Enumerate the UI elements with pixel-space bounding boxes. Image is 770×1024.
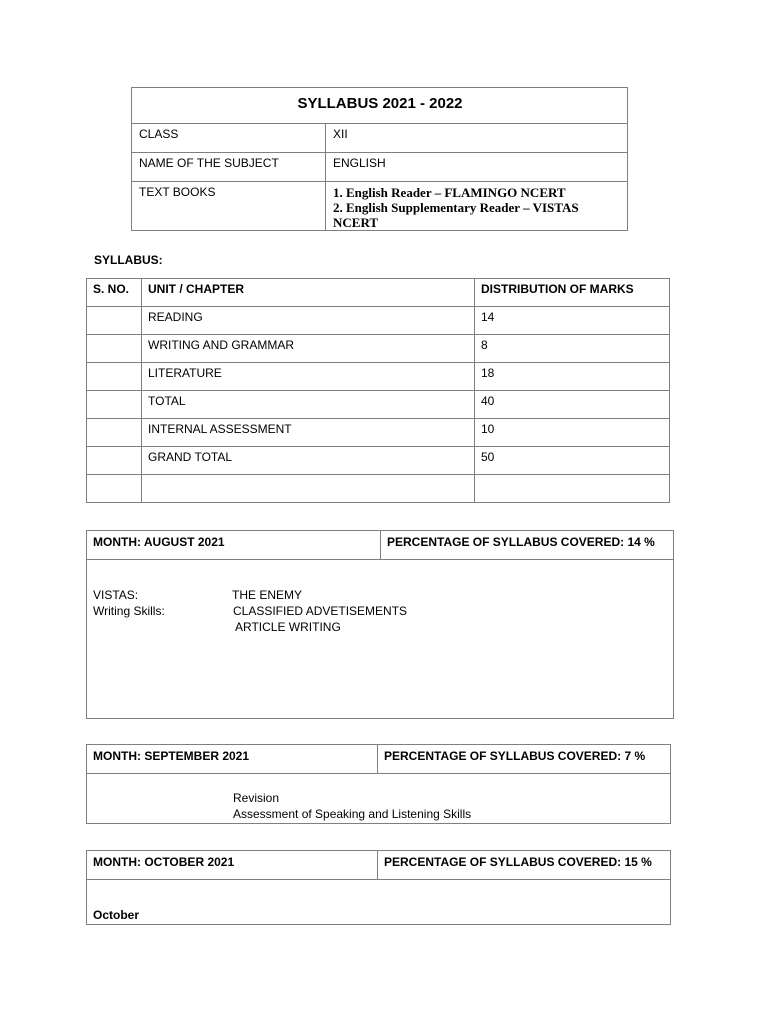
- subject-value: ENGLISH: [326, 153, 628, 182]
- vistas-value: THE ENEMY: [232, 588, 303, 602]
- coverage-label: PERCENTAGE OF SYLLABUS COVERED: 7 %: [384, 749, 646, 763]
- subject-label: NAME OF THE SUBJECT: [132, 153, 326, 182]
- month-label: MONTH: OCTOBER 2021: [93, 855, 235, 869]
- vistas-label: VISTAS:: [93, 588, 139, 602]
- marks-cell: 8: [475, 335, 670, 363]
- marks-cell: 14: [475, 307, 670, 335]
- sno-cell: [87, 335, 142, 363]
- writing-skills-label: Writing Skills:: [93, 604, 165, 618]
- unit-cell: [142, 475, 475, 503]
- table-header-row: [87, 279, 670, 307]
- column-header-marks: DISTRIBUTION OF MARKS: [475, 279, 670, 307]
- unit-cell: TOTAL: [142, 391, 475, 419]
- sno-cell: [87, 363, 142, 391]
- month-label: MONTH: AUGUST 2021: [93, 535, 225, 549]
- month-header: [87, 531, 673, 560]
- table-row: [87, 335, 670, 363]
- header-table: [131, 87, 628, 231]
- marks-cell: 10: [475, 419, 670, 447]
- writing-skill-item: ARTICLE WRITING: [235, 620, 341, 634]
- marks-cell: 18: [475, 363, 670, 391]
- october-footer: October: [93, 908, 140, 922]
- table-row: [87, 447, 670, 475]
- unit-cell: INTERNAL ASSESSMENT: [142, 419, 475, 447]
- document-title: SYLLABUS 2021 - 2022: [132, 88, 628, 124]
- unit-cell: WRITING AND GRAMMAR: [142, 335, 475, 363]
- textbook-line: 1. English Reader – FLAMINGO NCERT: [333, 185, 566, 200]
- header-divider: [377, 851, 378, 879]
- header-divider: [380, 531, 381, 559]
- month-box-september: [86, 744, 671, 824]
- marks-cell: [475, 475, 670, 503]
- marks-cell: 50: [475, 447, 670, 475]
- september-line: Assessment of Speaking and Listening Skills: [233, 807, 472, 821]
- table-row: [87, 307, 670, 335]
- sno-cell: [87, 475, 142, 503]
- marks-cell: 40: [475, 391, 670, 419]
- sno-cell: [87, 447, 142, 475]
- sno-cell: [87, 307, 142, 335]
- textbook-line: 2. English Supplementary Reader – VISTAS: [333, 200, 579, 215]
- month-header: [87, 745, 670, 774]
- month-box-october: [86, 850, 671, 925]
- column-header-unit: UNIT / CHAPTER: [142, 279, 475, 307]
- column-header-sno: S. NO.: [87, 279, 142, 307]
- coverage-label: PERCENTAGE OF SYLLABUS COVERED: 14 %: [387, 535, 655, 549]
- writing-skill-item: CLASSIFIED ADVETISEMENTS: [233, 604, 408, 618]
- sno-cell: [87, 391, 142, 419]
- textbook-line: NCERT: [333, 215, 379, 230]
- coverage-label: PERCENTAGE OF SYLLABUS COVERED: 15 %: [384, 855, 652, 869]
- table-row: [87, 475, 670, 503]
- month-box-august: [86, 530, 674, 719]
- month-header: [87, 851, 670, 880]
- table-row: [87, 363, 670, 391]
- september-line: Revision: [233, 791, 280, 805]
- textbooks-value: [326, 182, 628, 231]
- syllabus-table: [86, 278, 670, 503]
- syllabus-label: SYLLABUS:: [94, 253, 163, 267]
- unit-cell: READING: [142, 307, 475, 335]
- table-row: [87, 391, 670, 419]
- month-label: MONTH: SEPTEMBER 2021: [93, 749, 250, 763]
- class-label: CLASS: [132, 124, 326, 153]
- unit-cell: GRAND TOTAL: [142, 447, 475, 475]
- table-row: [87, 419, 670, 447]
- class-value: XII: [326, 124, 628, 153]
- textbooks-label: TEXT BOOKS: [132, 182, 326, 231]
- sno-cell: [87, 419, 142, 447]
- unit-cell: LITERATURE: [142, 363, 475, 391]
- header-divider: [377, 745, 378, 773]
